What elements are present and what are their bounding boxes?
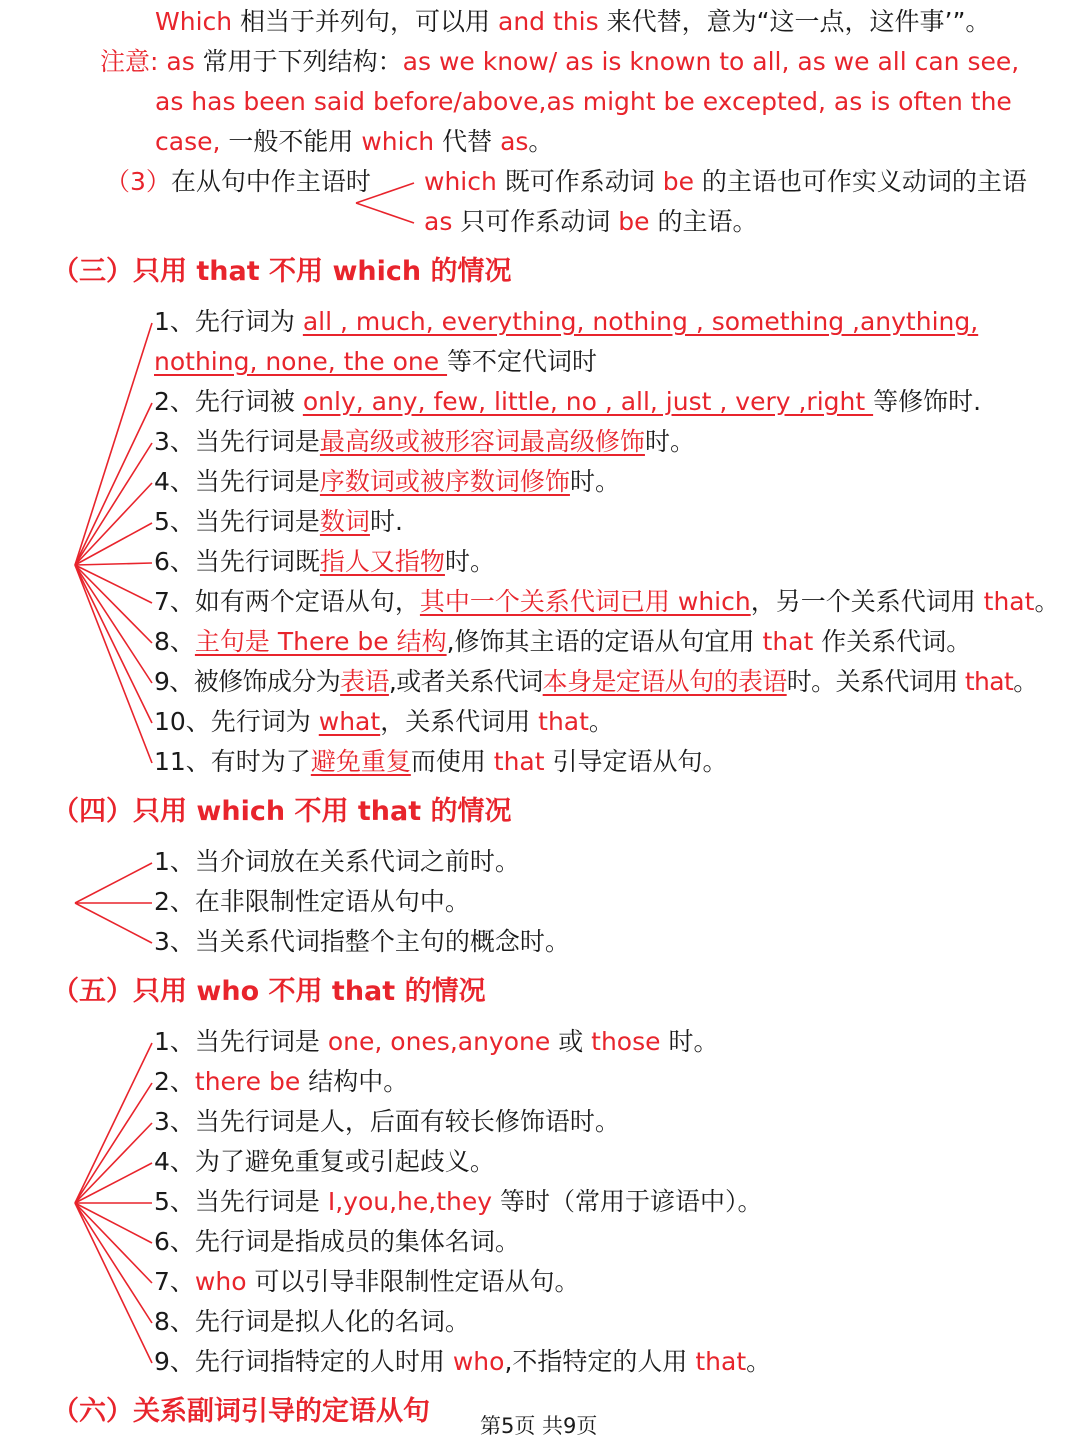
- s3-item-11: 11、有时为了避免重复而使用 that 引导定语从句。: [154, 747, 728, 776]
- note3-f: 。: [528, 127, 554, 156]
- s3-item-8: 8、主句是 There be 结构,修饰其主语的定语从句宜用 that 作关系代词。: [154, 627, 972, 656]
- s3-item-2: 2、先行词被 only, any, few, little, no , all, just , very ,right 等修饰时.: [154, 387, 982, 416]
- s3-item-1a: 1、先行词为 all , much, everything, nothing , something ,anything,: [154, 307, 979, 336]
- which-line-a: Which: [155, 7, 233, 36]
- note-line-3: [155, 122, 553, 162]
- s5-item-3: 3、当先行词是人，后面有较长修饰语时。: [154, 1107, 620, 1136]
- s3-item-7: 7、如有两个定语从句，其中一个关系代词已用 which，另一个关系代词用 that。: [154, 587, 1060, 616]
- which-line-b: 相当于并列句，可以用: [232, 7, 499, 36]
- section3-title: （三）只用 that 不用 which 的情况: [52, 256, 512, 287]
- which-line: [155, 2, 990, 42]
- which-line-d: 来代替，意为“这一点，这件事’”。: [598, 7, 991, 36]
- s5-item-7: 7、who 可以引导非限制性定语从句。: [154, 1267, 580, 1296]
- section5-title: （五）只用 who 不用 that 的情况: [52, 976, 486, 1007]
- s3-item-6: 6、当先行词既指人又指物时。: [154, 547, 495, 576]
- s5-item-4: 4、为了避免重复或引起歧义。: [154, 1147, 495, 1176]
- s4-item-3: 3、当关系代词指整个主句的概念时。: [154, 927, 570, 956]
- which-line-c: and this: [498, 7, 599, 36]
- s4-item-1: 1、当介词放在关系代词之前时。: [154, 847, 520, 876]
- section6-title: （六）关系副词引导的定语从句: [52, 1396, 430, 1427]
- s5-item-9: 9、先行词指特定的人时用 who,不指特定的人用 that。: [154, 1347, 772, 1376]
- s3-item-3: 3、当先行词是最高级或被形容词最高级修饰时。: [154, 427, 695, 456]
- note-line-1: [100, 42, 1019, 82]
- item3-text: 在从句中作主语时: [170, 167, 371, 196]
- s5-item-2: 2、there be 结构中。: [154, 1067, 409, 1096]
- note-examples: as we know/ as is known to all, as we all can see,: [402, 47, 1020, 76]
- s3-item-1b: nothing, none, the one 等不定代词时: [154, 347, 598, 376]
- note3-c: which: [361, 127, 435, 156]
- page-number: 第5页 共9页: [480, 1414, 598, 1438]
- s5-item-8: 8、先行词是拟人化的名词。: [154, 1307, 470, 1336]
- item3-number: （3）: [105, 167, 171, 196]
- note-text: 常用于下列结构：: [194, 47, 403, 76]
- s5-item-1: 1、当先行词是 one, ones,anyone 或 those 时。: [154, 1027, 719, 1056]
- item3-label: [105, 162, 371, 202]
- s5-item-5: 5、当先行词是 I,you,he,they 等时（常用于谚语中）。: [154, 1187, 763, 1216]
- s3-item-4: 4、当先行词是序数词或被序数词修饰时。: [154, 467, 620, 496]
- note3-b: 一般不能用: [220, 127, 362, 156]
- note3-d: 代替: [434, 127, 501, 156]
- s3-item-9: 9、被修饰成分为表语,或者关系代词本身是定语从句的表语时。关系代词用 that。: [154, 667, 1038, 696]
- note-label: 注意: as: [100, 47, 195, 76]
- item3-which: which 既可作系动词 be 的主语也可作实义动词的主语: [424, 167, 1027, 196]
- section4-title: （四）只用 which 不用 that 的情况: [52, 796, 512, 827]
- note3-e: as: [500, 127, 529, 156]
- s3-item-5: 5、当先行词是数词时.: [154, 507, 403, 536]
- note-line-2: as has been said before/above,as might be excepted, as is often the: [155, 87, 1012, 116]
- item3-as: as 只可作系动词 be 的主语。: [424, 207, 758, 236]
- note3-a: case,: [155, 127, 221, 156]
- s3-item-10: 10、先行词为 what，关系代词用 that。: [154, 707, 614, 736]
- s4-item-2: 2、在非限制性定语从句中。: [154, 887, 470, 916]
- s5-item-6: 6、先行词是指成员的集体名词。: [154, 1227, 520, 1256]
